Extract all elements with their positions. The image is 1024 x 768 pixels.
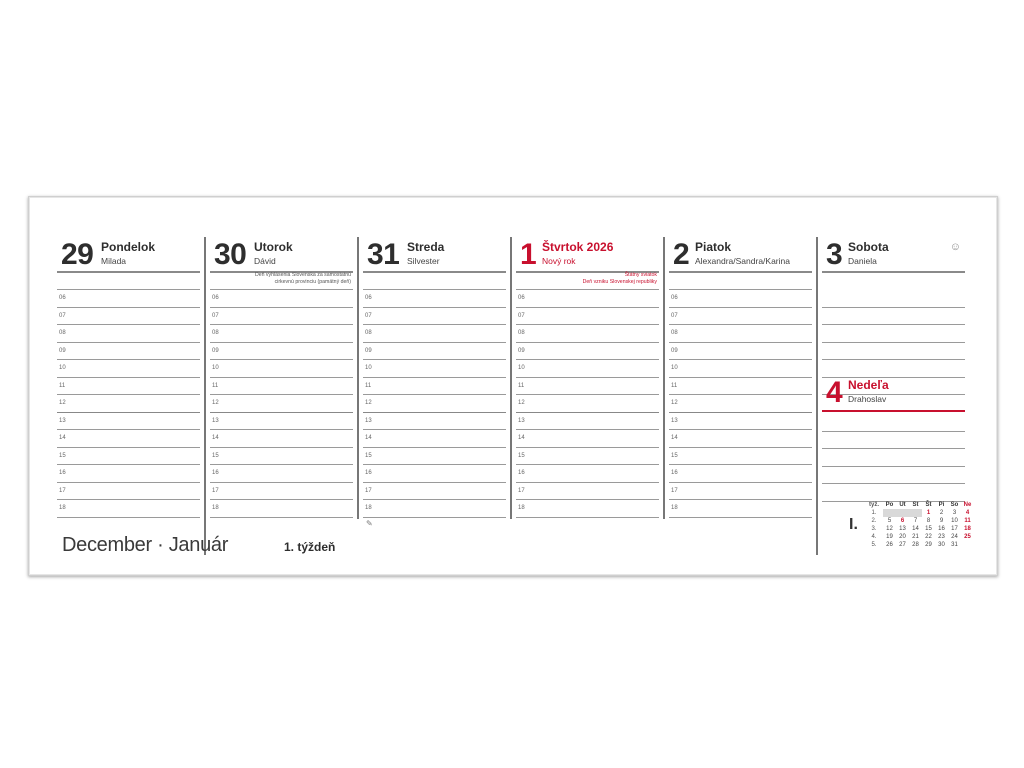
mini-calendar-day: 1 — [926, 510, 931, 516]
day-column — [669, 237, 812, 555]
sunday-nameday: Drahoslav — [848, 394, 887, 404]
hour-line[interactable] — [210, 307, 353, 326]
hour-label: 14 — [212, 435, 219, 441]
hour-label: 15 — [365, 452, 372, 459]
sunday-name: Nedeľa — [848, 378, 889, 392]
hour-label: 18 — [518, 505, 525, 511]
hour-line[interactable] — [516, 342, 659, 361]
hour-line[interactable] — [210, 482, 353, 501]
hour-line[interactable] — [210, 429, 353, 448]
hour-line[interactable] — [210, 447, 353, 466]
hour-line[interactable] — [516, 307, 659, 326]
saturday-name: Sobota — [848, 240, 889, 254]
hour-label: 07 — [365, 312, 372, 319]
hour-line[interactable] — [57, 359, 200, 378]
hour-label: 06 — [518, 295, 525, 301]
mini-calendar-day: 2 — [939, 510, 944, 516]
hour-line[interactable] — [210, 499, 353, 518]
hour-label: 11 — [365, 382, 372, 389]
hour-line[interactable] — [210, 324, 353, 343]
mini-calendar-week-number: 2. — [871, 518, 877, 524]
mini-calendar-day: 23 — [938, 534, 945, 540]
mini-calendar-day: 13 — [899, 526, 906, 532]
mini-calendar-week-number: 4. — [871, 534, 877, 540]
hour-line[interactable] — [516, 429, 659, 448]
column-divider — [816, 237, 818, 555]
hour-line[interactable] — [57, 464, 200, 483]
hour-label: 12 — [59, 400, 66, 406]
mini-calendar-day: 5 — [887, 518, 892, 524]
hour-line[interactable] — [57, 412, 200, 431]
day-nameday: Dávid — [254, 256, 276, 266]
hour-label: 17 — [518, 487, 525, 494]
hour-label: 12 — [365, 400, 372, 406]
mini-calendar-day: 11 — [964, 518, 971, 524]
hour-label: 07 — [59, 312, 66, 319]
saturday-line[interactable] — [822, 359, 965, 378]
hour-line[interactable] — [210, 359, 353, 378]
hour-line[interactable] — [210, 464, 353, 483]
mini-calendar-week-number: 1. — [871, 510, 877, 516]
hour-line[interactable] — [363, 447, 506, 466]
hour-label: 11 — [212, 382, 219, 389]
mini-calendar-day: 27 — [899, 542, 906, 548]
mini-calendar-day: 6 — [900, 518, 905, 524]
mini-calendar-week — [865, 525, 974, 533]
saturday-line[interactable] — [822, 324, 965, 343]
blank-line[interactable] — [516, 271, 659, 290]
hour-line[interactable] — [363, 377, 506, 396]
hour-label: 09 — [671, 347, 678, 354]
sunday-line[interactable] — [822, 431, 965, 450]
mini-calendar-day: 10 — [951, 518, 958, 524]
column-divider — [663, 237, 665, 519]
hour-line[interactable] — [516, 377, 659, 396]
hour-label: 16 — [518, 470, 525, 476]
mini-calendar-header: Po — [885, 502, 894, 508]
hour-line[interactable] — [363, 342, 506, 361]
hour-label: 14 — [671, 435, 678, 441]
hour-line[interactable] — [516, 289, 659, 308]
sunday-line[interactable] — [822, 448, 965, 467]
mini-calendar-day: 31 — [951, 542, 958, 548]
day-name: Piatok — [695, 240, 732, 254]
day-name: Pondelok — [101, 240, 156, 254]
mini-calendar-header: Ne — [963, 502, 972, 508]
hour-line[interactable] — [516, 324, 659, 343]
hour-label: 13 — [671, 417, 678, 424]
day-number: 30 — [214, 238, 247, 271]
hour-label: 09 — [212, 347, 219, 354]
hour-label: 12 — [518, 400, 525, 406]
day-note-line: Štátny sviatok — [624, 272, 657, 278]
column-divider — [204, 237, 206, 555]
hour-label: 06 — [59, 295, 66, 301]
day-note-line: Deň vyhlásenia Slovenska za samostatnú — [254, 272, 351, 278]
hour-label: 08 — [518, 330, 525, 336]
hour-label: 17 — [671, 487, 678, 494]
mini-calendar-day: 3 — [952, 510, 957, 516]
hour-label: 18 — [212, 505, 219, 511]
hour-line[interactable] — [516, 412, 659, 431]
day-number: 29 — [61, 238, 94, 271]
mini-calendar-week — [865, 533, 974, 541]
mini-calendar-day: 25 — [964, 534, 971, 540]
hour-line[interactable] — [669, 307, 812, 326]
mini-calendar-day: 12 — [886, 526, 893, 532]
hour-line[interactable] — [210, 342, 353, 361]
sunday-line[interactable] — [822, 466, 965, 485]
hour-line[interactable] — [363, 289, 506, 308]
day-name: Utorok — [254, 240, 293, 254]
mini-calendar-week — [865, 541, 974, 549]
mini-calendar-day: 19 — [886, 534, 893, 540]
pencil-icon: ✎ — [366, 519, 373, 528]
blank-line[interactable] — [669, 271, 812, 290]
weekly-planner-sheet — [28, 196, 998, 576]
mini-calendar-week — [865, 517, 974, 525]
hour-label: 09 — [518, 347, 525, 354]
mini-calendar-day: 15 — [925, 526, 932, 532]
mini-calendar-header-row — [865, 501, 974, 509]
saturday-line[interactable] — [822, 342, 965, 361]
hour-line[interactable] — [516, 499, 659, 518]
saturday-line[interactable] — [822, 377, 965, 396]
week-number: 1. týždeň — [284, 540, 336, 554]
mini-calendar-day: 30 — [938, 542, 945, 548]
hour-line[interactable] — [363, 324, 506, 343]
mini-calendar-day: 17 — [951, 526, 958, 532]
hour-label: 12 — [212, 400, 219, 406]
hour-line[interactable] — [363, 394, 506, 413]
hour-label: 13 — [59, 417, 66, 424]
hour-label: 10 — [59, 365, 66, 371]
mini-calendar-day — [961, 541, 974, 549]
hour-label: 16 — [212, 470, 219, 476]
mini-calendar-day: 7 — [913, 518, 918, 524]
mini-calendar-day: 20 — [899, 534, 906, 540]
column-divider — [357, 237, 359, 519]
hour-line[interactable] — [669, 324, 812, 343]
mini-calendar-week — [865, 509, 974, 517]
mini-calendar-day: 9 — [939, 518, 944, 524]
mini-calendar-day — [883, 509, 896, 517]
hour-line[interactable] — [669, 447, 812, 466]
hour-label: 16 — [59, 470, 66, 476]
hour-line[interactable] — [516, 359, 659, 378]
blank-line[interactable] — [57, 271, 200, 290]
hour-line[interactable] — [669, 289, 812, 308]
hour-line[interactable] — [363, 429, 506, 448]
hour-line[interactable] — [210, 289, 353, 308]
sunday-header-rule — [822, 410, 965, 412]
hour-line[interactable] — [669, 412, 812, 431]
hour-line[interactable] — [669, 429, 812, 448]
hour-label: 16 — [365, 470, 372, 476]
day-nameday: Silvester — [407, 256, 440, 266]
hour-line[interactable] — [516, 464, 659, 483]
mini-calendar-header: Pi — [938, 502, 945, 508]
saturday-line[interactable] — [822, 307, 965, 326]
hour-label: 08 — [365, 330, 372, 336]
hour-label: 08 — [59, 330, 66, 336]
hour-line[interactable] — [57, 342, 200, 361]
mini-calendar-header: St — [912, 502, 919, 508]
day-name: Štvrtok 2026 — [542, 240, 614, 254]
hour-label: 08 — [212, 330, 219, 336]
saturday-line[interactable] — [822, 289, 965, 308]
hour-label: 08 — [671, 330, 678, 336]
hour-line[interactable] — [363, 412, 506, 431]
month-title: December · Január — [62, 534, 229, 556]
hour-label: 10 — [365, 365, 372, 371]
mini-calendar-day: 14 — [912, 526, 919, 532]
hour-label: 18 — [365, 505, 372, 511]
hour-label: 15 — [59, 452, 66, 459]
hour-line[interactable] — [57, 289, 200, 308]
mini-calendar-table — [865, 501, 974, 549]
hour-line[interactable] — [363, 482, 506, 501]
mini-calendar-day: 24 — [951, 534, 958, 540]
smiley-icon: ☺ — [949, 241, 961, 253]
hour-line[interactable] — [669, 359, 812, 378]
day-column — [210, 237, 353, 555]
hour-label: 06 — [212, 295, 219, 301]
mini-calendar-header: Št — [925, 502, 932, 508]
hour-line[interactable] — [516, 394, 659, 413]
mini-calendar-day — [896, 509, 909, 517]
hour-line[interactable] — [516, 447, 659, 466]
day-note-line: cirkevnú provinciu (pamätný deň) — [274, 279, 351, 285]
mini-calendar-day: 8 — [926, 518, 931, 524]
column-divider — [510, 237, 512, 519]
hour-label: 06 — [671, 295, 678, 301]
hour-line[interactable] — [210, 377, 353, 396]
mini-calendar-header: So — [950, 502, 959, 508]
hour-line[interactable] — [57, 447, 200, 466]
hour-line[interactable] — [57, 499, 200, 518]
hour-line[interactable] — [57, 324, 200, 343]
hour-label: 09 — [365, 347, 372, 354]
sunday-line[interactable] — [822, 413, 965, 432]
day-nameday: Alexandra/Sandra/Karina — [695, 256, 790, 266]
hour-label: 17 — [365, 487, 372, 494]
hour-label: 15 — [671, 452, 678, 459]
blank-line[interactable] — [210, 271, 353, 290]
mini-calendar-day: 21 — [912, 534, 919, 540]
mini-calendar-day — [909, 509, 922, 517]
day-number: 31 — [367, 238, 400, 271]
hour-label: 17 — [59, 487, 66, 494]
mini-calendar-day: 4 — [965, 510, 970, 516]
hour-line[interactable] — [57, 307, 200, 326]
saturday-header-rule — [822, 271, 965, 273]
hour-label: 15 — [518, 452, 525, 459]
hour-line[interactable] — [669, 482, 812, 501]
hour-line[interactable] — [57, 377, 200, 396]
day-nameday: Milada — [101, 256, 127, 266]
hour-line[interactable] — [363, 464, 506, 483]
blank-line[interactable] — [363, 271, 506, 290]
sunday-number: 4 — [826, 376, 843, 409]
saturday-nameday: Daniela — [848, 256, 877, 266]
sunday-line[interactable] — [822, 483, 965, 502]
hour-label: 16 — [671, 470, 678, 476]
mini-calendar-month: I. — [849, 516, 858, 533]
day-number: 1 — [520, 238, 537, 271]
hour-line[interactable] — [210, 412, 353, 431]
hour-label: 12 — [671, 400, 678, 406]
hour-line[interactable] — [363, 307, 506, 326]
hour-label: 13 — [212, 417, 219, 424]
hour-label: 14 — [518, 435, 525, 441]
hour-label: 10 — [212, 365, 219, 371]
day-column — [516, 237, 659, 555]
hour-line[interactable] — [363, 359, 506, 378]
day-name: Streda — [407, 240, 445, 254]
hour-label: 18 — [671, 505, 678, 511]
hour-line[interactable] — [669, 342, 812, 361]
mini-calendar-day: 29 — [925, 542, 932, 548]
hour-label: 10 — [518, 365, 525, 371]
hour-label: 11 — [518, 382, 525, 389]
hour-line[interactable] — [669, 394, 812, 413]
mini-calendar-day: 28 — [912, 542, 919, 548]
hour-label: 14 — [365, 435, 372, 441]
hour-label: 09 — [59, 347, 66, 354]
hour-label: 15 — [212, 452, 219, 459]
hour-line[interactable] — [669, 499, 812, 518]
day-column — [57, 237, 200, 555]
mini-calendar-header: týž. — [868, 502, 879, 508]
hour-label: 18 — [59, 505, 66, 511]
hour-label: 10 — [671, 365, 678, 371]
mini-calendar-week-number: 3. — [871, 526, 877, 532]
hour-line[interactable] — [669, 464, 812, 483]
hour-label: 13 — [365, 417, 372, 424]
hour-line[interactable] — [57, 429, 200, 448]
mini-calendar-day: 18 — [964, 526, 971, 532]
hour-label: 07 — [671, 312, 678, 319]
hour-label: 11 — [59, 382, 66, 389]
day-nameday: Nový rok — [542, 256, 576, 266]
hour-label: 06 — [365, 295, 372, 301]
saturday-number: 3 — [826, 238, 843, 271]
hour-label: 07 — [518, 312, 525, 319]
day-column — [363, 237, 506, 555]
hour-line[interactable] — [516, 482, 659, 501]
hour-label: 14 — [59, 435, 66, 441]
hour-line[interactable] — [57, 394, 200, 413]
hour-label: 11 — [671, 382, 678, 389]
hour-label: 07 — [212, 312, 219, 319]
hour-label: 13 — [518, 417, 525, 424]
day-note-line: Deň vzniku Slovenskej republiky — [582, 279, 657, 285]
mini-calendar-day: 26 — [886, 542, 893, 548]
hour-line[interactable] — [669, 377, 812, 396]
hour-line[interactable] — [210, 394, 353, 413]
mini-calendar-day: 22 — [925, 534, 932, 540]
hour-line[interactable] — [57, 482, 200, 501]
mini-calendar-header: Ut — [899, 502, 906, 508]
day-number: 2 — [673, 238, 690, 271]
hour-line[interactable] — [363, 499, 506, 518]
mini-calendar-week-number: 5. — [871, 542, 877, 548]
mini-calendar — [847, 501, 987, 559]
hour-label: 17 — [212, 487, 219, 494]
mini-calendar-day: 16 — [938, 526, 945, 532]
